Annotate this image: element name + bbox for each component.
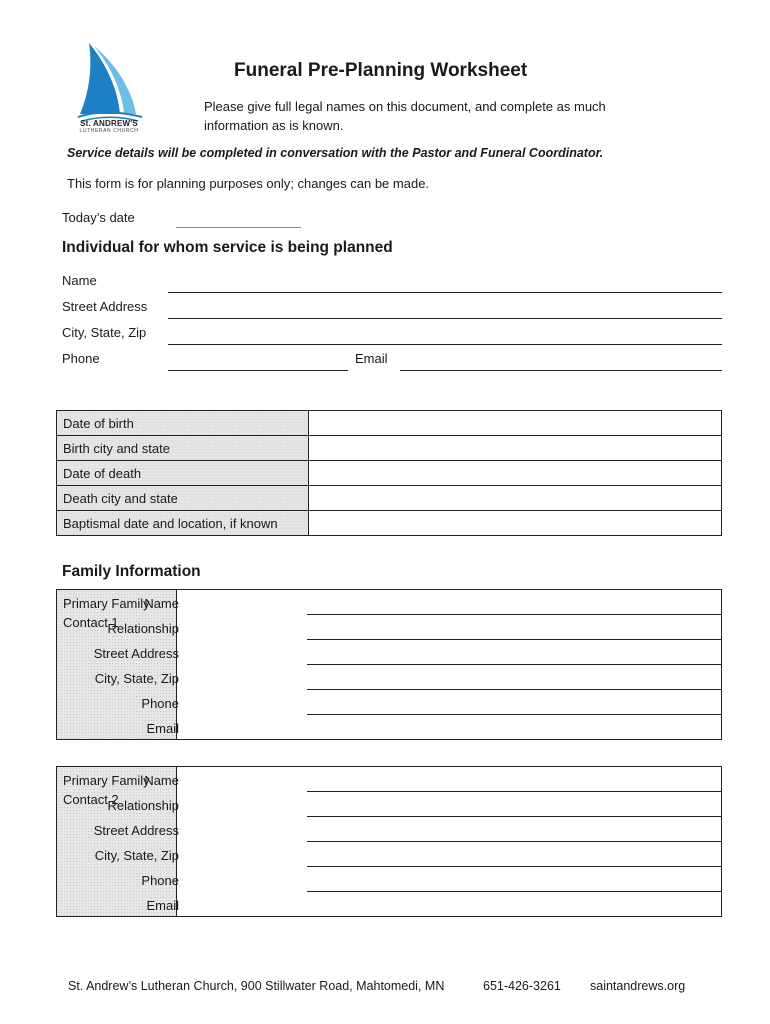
- email-field[interactable]: [400, 370, 722, 371]
- city-state-zip-field[interactable]: [168, 344, 722, 345]
- street-address-field[interactable]: [168, 318, 722, 319]
- date-of-birth-label: Date of birth: [57, 411, 309, 436]
- phone-label: Phone: [62, 351, 100, 366]
- contact-1-email-label: Email: [146, 721, 179, 736]
- contact-2-street-label: Street Address: [93, 823, 179, 838]
- table-row: [57, 511, 722, 536]
- birth-city-state-label: Birth city and state: [57, 436, 309, 461]
- details-table: [56, 410, 722, 536]
- footer-website: saintandrews.org: [590, 979, 686, 993]
- contact-1-block: [56, 589, 722, 740]
- table-row: [57, 461, 722, 486]
- logo-subtitle: LUTHERAN CHURCH: [79, 128, 139, 134]
- contact-1-label: Primary Family Contact 1: [57, 590, 177, 739]
- city-state-zip-label: City, State, Zip: [62, 325, 147, 340]
- contact-2-city-label: City, State, Zip: [94, 848, 179, 863]
- contact-2-name-label: Name: [144, 773, 179, 788]
- date-of-death-field[interactable]: [309, 461, 722, 486]
- contact-2-block: [56, 766, 722, 917]
- baptismal-label: Baptismal date and location, if known: [57, 511, 309, 536]
- date-of-birth-field[interactable]: [309, 411, 722, 436]
- contact-2-phone-label: Phone: [141, 873, 179, 888]
- email-label: Email: [355, 351, 388, 366]
- contact-1-phone-label: Phone: [141, 696, 179, 711]
- street-address-label: Street Address: [62, 299, 148, 314]
- page-title: Funeral Pre-Planning Worksheet: [234, 60, 528, 81]
- form-note: This form is for planning purposes only; changes can be made.: [67, 176, 430, 191]
- individual-heading: Individual for whom service is being planned: [62, 239, 393, 256]
- table-row: [57, 436, 722, 461]
- birth-city-state-field[interactable]: [309, 436, 722, 461]
- death-city-state-label: Death city and state: [57, 486, 309, 511]
- name-field[interactable]: [168, 292, 722, 293]
- logo-name: St. ANDREW'S: [80, 119, 138, 128]
- intro-text: Please give full legal names on this document, and complete as much information as is known.: [204, 99, 606, 133]
- baptismal-field[interactable]: [309, 511, 722, 536]
- contact-2-label: Primary Family Contact 2: [57, 767, 177, 916]
- contact-1-city-label: City, State, Zip: [94, 671, 179, 686]
- footer-phone: 651-426-3261: [483, 979, 561, 993]
- contact-1-name-label: Name: [144, 596, 179, 611]
- date-of-death-label: Date of death: [57, 461, 309, 486]
- contact-2-email-label: Email: [146, 898, 179, 913]
- table-row: [57, 486, 722, 511]
- name-label: Name: [62, 273, 97, 288]
- todays-date-label: Today’s date: [62, 210, 135, 225]
- family-heading: Family Information: [62, 563, 201, 580]
- death-city-state-field[interactable]: [309, 486, 722, 511]
- footer-address: St. Andrew’s Lutheran Church, 900 Stillwater Road, Mahtomedi, MN: [68, 979, 445, 993]
- todays-date-field[interactable]: [176, 227, 301, 228]
- phone-field[interactable]: [168, 370, 348, 371]
- contact-1-relationship-label: Relationship: [107, 621, 179, 636]
- contact-2-relationship-label: Relationship: [107, 798, 179, 813]
- contact-1-street-label: Street Address: [93, 646, 179, 661]
- table-row: [57, 411, 722, 436]
- service-note: Service details will be completed in conversation with the Pastor and Funeral Coordinator.: [67, 146, 604, 160]
